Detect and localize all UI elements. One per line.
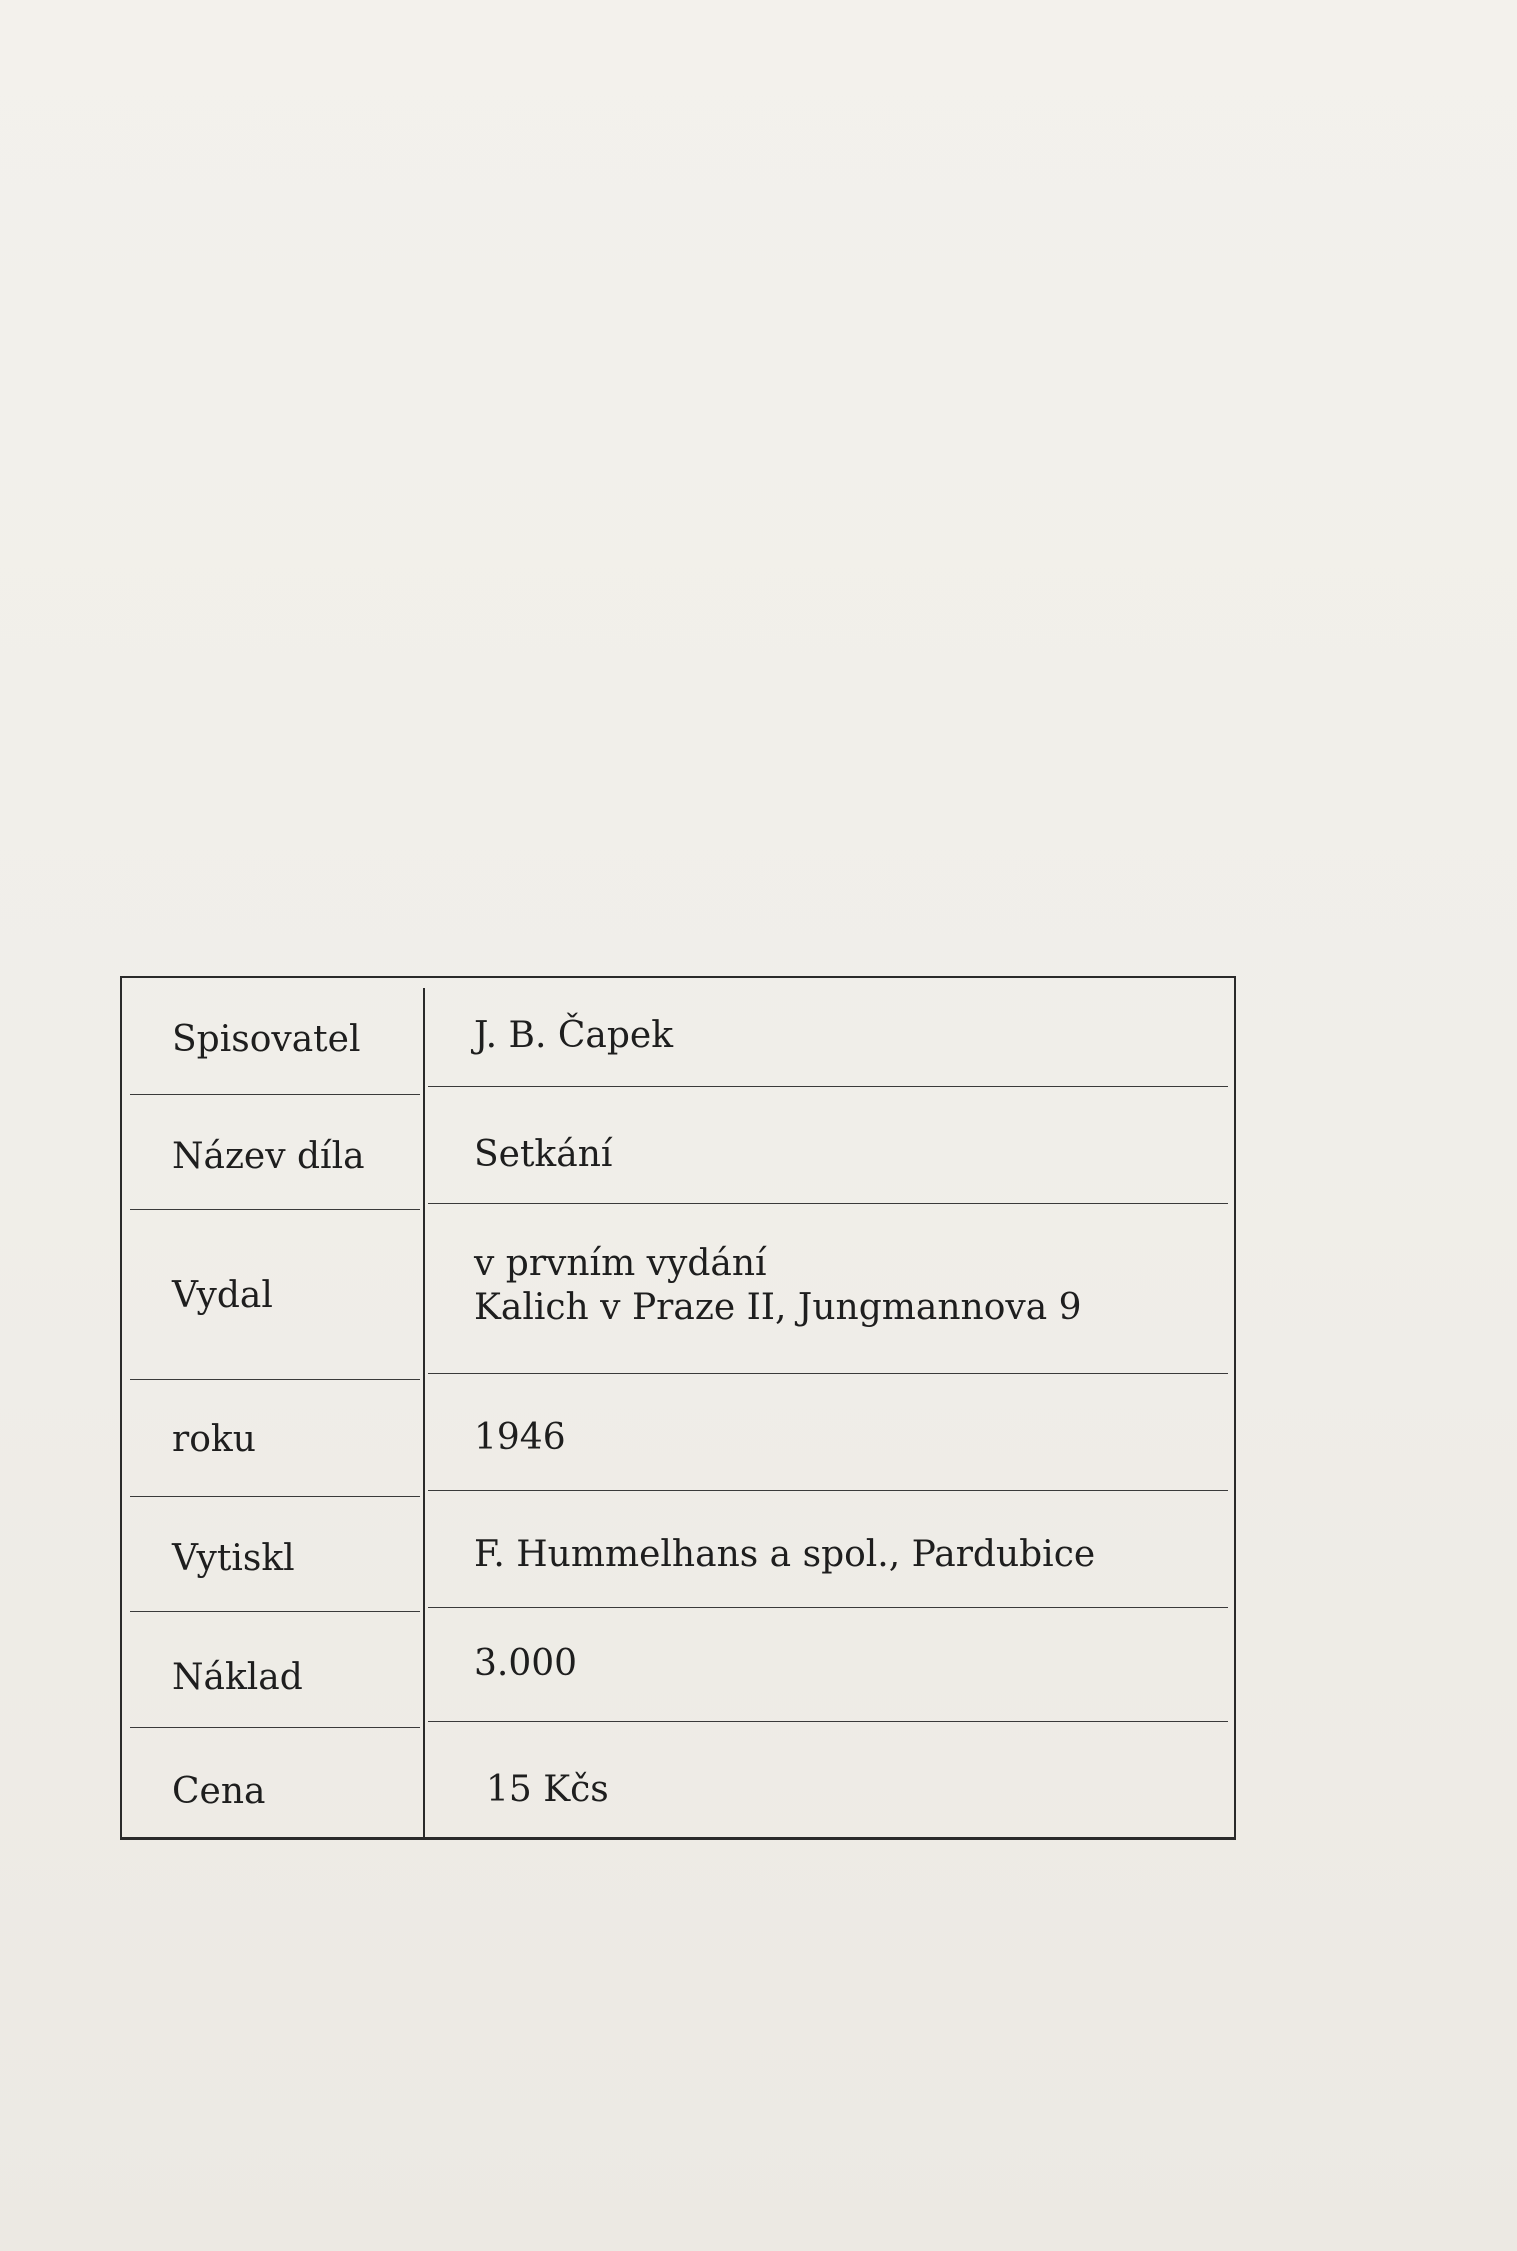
row-value: 3.000 [474, 1643, 578, 1684]
row-label: Vydal [172, 1275, 273, 1316]
row-separator [428, 1086, 1228, 1087]
publisher-line-1: v prvním vydání [474, 1243, 767, 1284]
row-value: 1946 [474, 1417, 566, 1458]
row-label: roku [172, 1419, 256, 1460]
colophon-row-year [122, 1380, 1234, 1497]
row-value [474, 1242, 1082, 1330]
colophon-row-price [122, 1728, 1234, 1839]
colophon-table [120, 976, 1236, 1840]
row-value: F. Hummelhans a spol., Pardubice [474, 1534, 1096, 1575]
row-label: Vytiskl [172, 1538, 295, 1579]
colophon-row-print-run [122, 1612, 1234, 1728]
row-separator [428, 1203, 1228, 1204]
row-value: Setkání [474, 1134, 613, 1175]
publisher-line-2: Kalich v Praze II, Jungmannova 9 [474, 1287, 1082, 1328]
row-value: 15 Kčs [486, 1769, 609, 1810]
colophon-row-publisher [122, 1210, 1234, 1380]
row-separator [428, 1490, 1228, 1491]
row-separator [428, 1721, 1228, 1722]
colophon-row-title [122, 1095, 1234, 1210]
row-separator [428, 1607, 1228, 1608]
row-label: Spisovatel [172, 1019, 361, 1060]
row-separator [428, 1373, 1228, 1374]
row-label: Cena [172, 1771, 266, 1812]
row-label: Název díla [172, 1136, 365, 1177]
row-label: Náklad [172, 1657, 303, 1698]
row-value: J. B. Čapek [474, 1015, 674, 1056]
colophon-row-printer [122, 1497, 1234, 1612]
colophon-row-author [122, 978, 1234, 1095]
